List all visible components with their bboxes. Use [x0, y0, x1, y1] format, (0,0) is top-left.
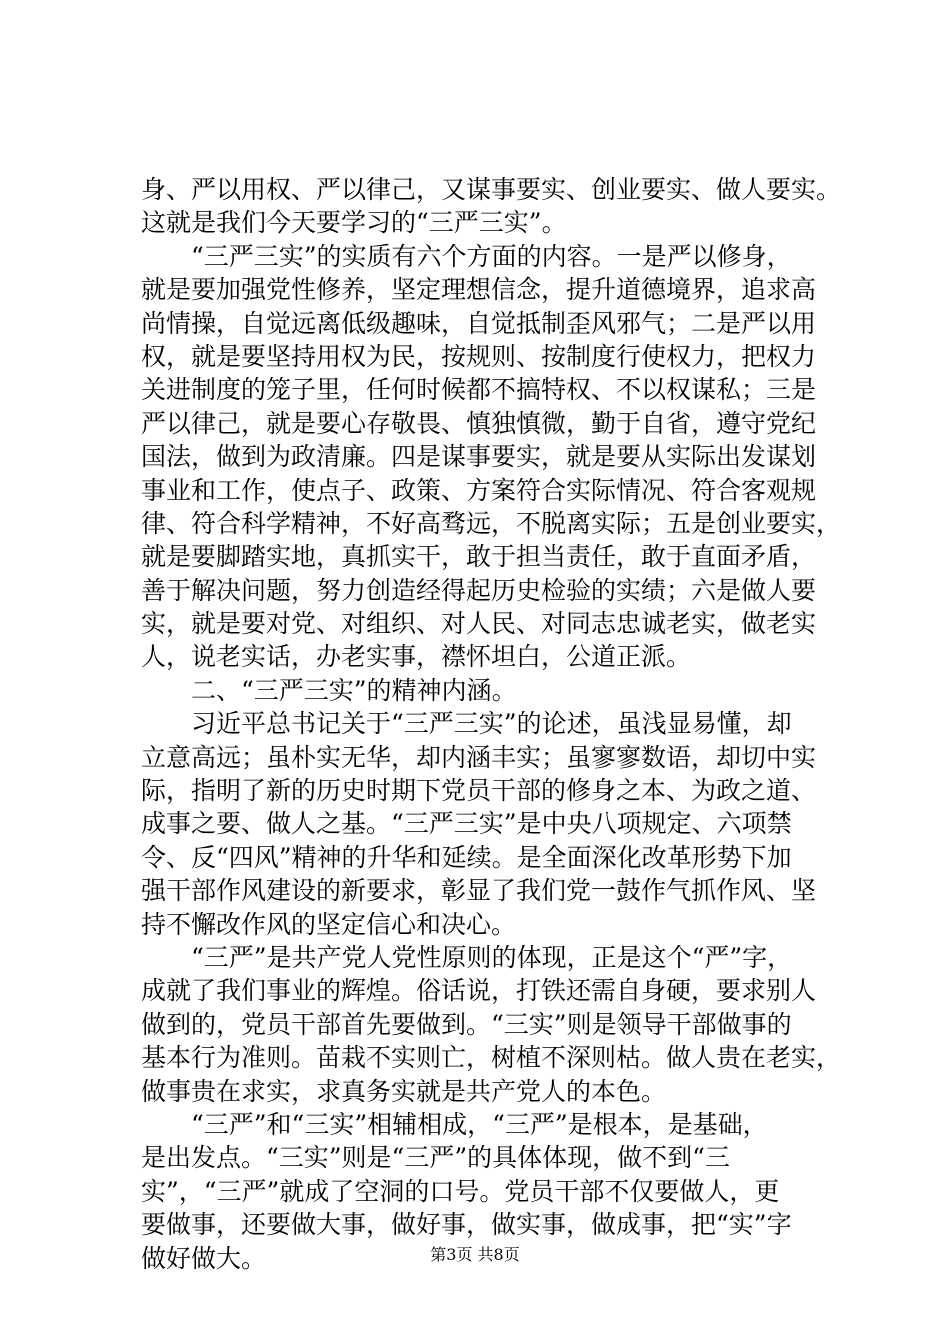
text-line: 善于解决问题，努力创造经得起历史检验的实绩；六是做人要 — [141, 575, 817, 605]
page-footer: 第3页 共8页 — [430, 1245, 520, 1264]
text-line: 律、符合科学精神，不好高骛远，不脱离实际；五是创业要实， — [141, 508, 842, 538]
text-line: 事业和工作，使点子、政策、方案符合实际情况、符合客观规 — [141, 475, 817, 505]
text-line: 是出发点。“三实”则是“三严”的具体体现，做不到“三 — [141, 1143, 730, 1173]
text-line: 成就了我们事业的辉煌。俗话说，打铁还需自身硬，要求别人 — [141, 976, 817, 1006]
text-line: 做事贵在求实，求真务实就是共产党人的本色。 — [141, 1076, 667, 1106]
text-line: 持不懈改作风的坚定信心和决心。 — [141, 909, 517, 939]
text-line: 二、“三严三实”的精神内涵。 — [191, 675, 517, 705]
text-line: 就是要加强党性修养，坚定理想信念，提升道德境界，追求高 — [141, 275, 817, 305]
text-line: 国法，做到为政清廉。四是谋事要实，就是要从实际出发谋划 — [141, 442, 817, 472]
text-line: 要做事，还要做大事，做好事，做实事，做成事，把“实”字 — [141, 1210, 792, 1240]
document-body — [141, 173, 861, 1275]
text-line: 关进制度的笼子里，任何时候都不搞特权、不以权谋私；三是 — [141, 375, 817, 405]
text-line: 习近平总书记关于“三严三实”的论述，虽浅显易懂，却 — [191, 709, 792, 739]
text-line: 立意高远；虽朴实无华，却内涵丰实；虽寥寥数语，却切中实 — [141, 742, 817, 772]
text-line: 实，就是要对党、对组织、对人民、对同志忠诚老实，做老实 — [141, 609, 817, 639]
text-line: 身、严以用权、严以律己，又谋事要实、创业要实、做人要实。 — [141, 175, 842, 204]
text-line: 成事之要、做人之基。“三严三实”是中央八项规定、六项禁 — [141, 809, 792, 839]
text-line: 就是要脚踏实地，真抓实干，敢于担当责任，敢于直面矛盾， — [141, 542, 817, 572]
text-line: 尚情操，自觉远离低级趣味，自觉抵制歪风邪气；二是严以用 — [141, 308, 817, 338]
text-line: 人，说老实话，办老实事，襟怀坦白，公道正派。 — [141, 642, 692, 672]
text-line: 做到的，党员干部首先要做到。“三实”则是领导干部做事的 — [141, 1009, 792, 1039]
text-line: 际，指明了新的历史时期下党员干部的修身之本、为政之道、 — [141, 776, 817, 806]
text-line: 实”，“三严”就成了空洞的口号。党员干部不仅要做人，更 — [141, 1176, 780, 1206]
text-line: “三严”和“三实”相辅相成，“三严”是根本，是基础， — [191, 1109, 768, 1139]
text-line: 强干部作风建设的新要求，彰显了我们党一鼓作气抓作风、坚 — [141, 876, 817, 906]
text-line: 基本行为准则。苗栽不实则亡，树植不深则枯。做人贵在老实， — [141, 1043, 842, 1073]
text-line: 做好做大。 — [141, 1243, 267, 1273]
text-line: 令、反“四风”精神的升华和延续。是全面深化改革形势下加 — [141, 842, 792, 872]
text-line: 严以律己，就是要心存敬畏、慎独慎微，勤于自省，遵守党纪 — [141, 408, 817, 438]
text-line: 这就是我们今天要学习的“三严三实”。 — [141, 208, 567, 238]
text-line: “三严”是共产党人党性原则的体现，正是这个“严”字， — [191, 942, 793, 972]
text-line: 权，就是要坚持用权为民，按规则、按制度行使权力，把权力 — [141, 341, 817, 371]
text-line: “三严三实”的实质有六个方面的内容。一是严以修身， — [191, 241, 792, 271]
